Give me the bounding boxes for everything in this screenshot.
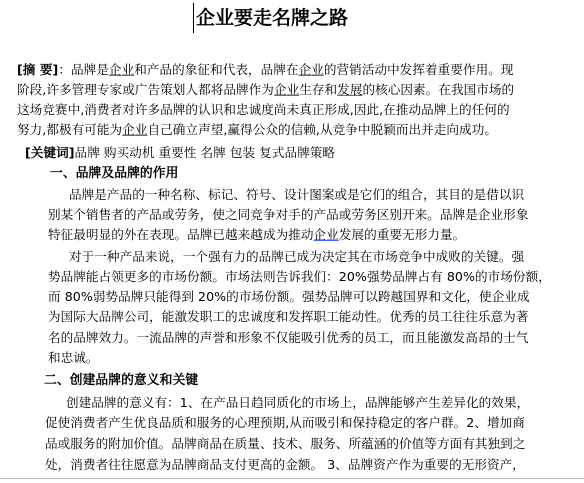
hyperlink-enterprise[interactable]: 企业 bbox=[122, 122, 148, 137]
paragraph-line: 势品牌能占领更多的市场份额。市场法则告诉我们：20%强势品牌占有 80%的市场份额， bbox=[48, 269, 551, 284]
abstract-text: 自己确立声望,赢得公众的信赖,从竞争中脱颖而出并走向成功。 bbox=[147, 122, 497, 137]
hyperlink-enterprise[interactable]: 企业 bbox=[273, 82, 300, 97]
text-cursor bbox=[193, 3, 194, 33]
abstract-line-3: 这场竞赛中,消费者对许多品牌的认识和忠诚度尚未真正形成,因此,在推动品牌上的任何的 bbox=[17, 102, 510, 117]
paragraph-line: 处，消费者往往愿意为品牌商品支付更高的金额。 3、品牌资产作为重要的无形资产， bbox=[45, 457, 525, 472]
keywords-text: 品牌 购买动机 重要性 名牌 包装 复式品牌策略 bbox=[74, 145, 336, 160]
abstract-line-1 bbox=[17, 60, 514, 80]
abstract-text: 的核心因素。在我国市场的 bbox=[362, 82, 515, 97]
section-heading-2: 二、创建品牌的意义和关键 bbox=[44, 373, 199, 388]
hyperlink-enterprise[interactable]: 企业 bbox=[298, 62, 324, 77]
abstract-label: [摘 要] bbox=[17, 62, 59, 77]
abstract-text: 和产品的象征和代表，品牌在 bbox=[134, 62, 299, 77]
paragraph-line bbox=[48, 225, 465, 245]
paragraph-line: 对于一种产品来说，一个强有力的品牌已成为决定其在市场竞争中成败的关键。强 bbox=[69, 249, 525, 264]
hyperlink-enterprise[interactable]: 企业 bbox=[108, 62, 135, 77]
keywords-label: [关键词] bbox=[25, 145, 75, 160]
hyperlink-development[interactable]: 发展 bbox=[337, 82, 363, 97]
paragraph-text: 发展的重要无形力量。 bbox=[338, 227, 466, 242]
abstract-line-4 bbox=[17, 120, 497, 140]
abstract-text: 的营销活动中发挥着重要作用。现 bbox=[323, 62, 514, 77]
abstract-text: ：品牌是 bbox=[58, 62, 109, 77]
abstract-text: 努力,都极有可能为 bbox=[17, 122, 123, 137]
paragraph-line: 和忠诚。 bbox=[48, 350, 99, 365]
section-heading-1: 一、品牌及品牌的作用 bbox=[50, 166, 179, 181]
abstract-line-2 bbox=[17, 80, 514, 100]
paragraph-line: 为国际大品牌公司，能激发职工的忠诚度和发挥职工能动性。优秀的员工往往乐意为著 bbox=[48, 309, 529, 324]
abstract-text: 阶段,许多管理专家或广告策划人都将品牌作为 bbox=[17, 82, 274, 97]
paragraph-line: 品牌是产品的一种名称、标记、符号、设计图案或是它们的组合，其目的是借以识 bbox=[69, 187, 525, 202]
paragraph-line: 而 80%弱势品牌只能得到 20%的市场份额。强势品牌可以跨越国界和文化，使企业成 bbox=[48, 289, 530, 304]
paragraph-text: 特征最明显的外在表现。品牌已越来越成为推动 bbox=[48, 227, 314, 242]
paragraph-line: 名的品牌效力。一流品牌的声誉和形象不仅能吸引优秀的员工，而且能激发高昂的士气 bbox=[48, 330, 529, 345]
paragraph-line: 品或服务的附加价值。品牌商品在质量、技术、服务、所蕴涵的价值等方面有其独到之 bbox=[45, 436, 526, 451]
abstract-text: 生存和 bbox=[299, 82, 338, 97]
paragraph-line: 促使消费者产生优良品质和服务的心理预期,从而吸引和保持稳定的客户群。2、增加商 bbox=[45, 415, 525, 430]
keywords-line bbox=[25, 143, 335, 163]
hyperlink-enterprise[interactable]: 企业 bbox=[313, 227, 339, 242]
page-bottom-edge bbox=[0, 478, 584, 479]
paragraph-line: 创建品牌的意义有：1、在产品日趋同质化的市场上，品牌能够产生差异化的效果， bbox=[66, 395, 530, 410]
paragraph-line: 别某个销售者的产品或劳务，使之同竞争对手的产品或劳务区别开来。品牌是企业形象 bbox=[48, 207, 529, 222]
document-title: 企业要走名牌之路 bbox=[196, 7, 349, 29]
